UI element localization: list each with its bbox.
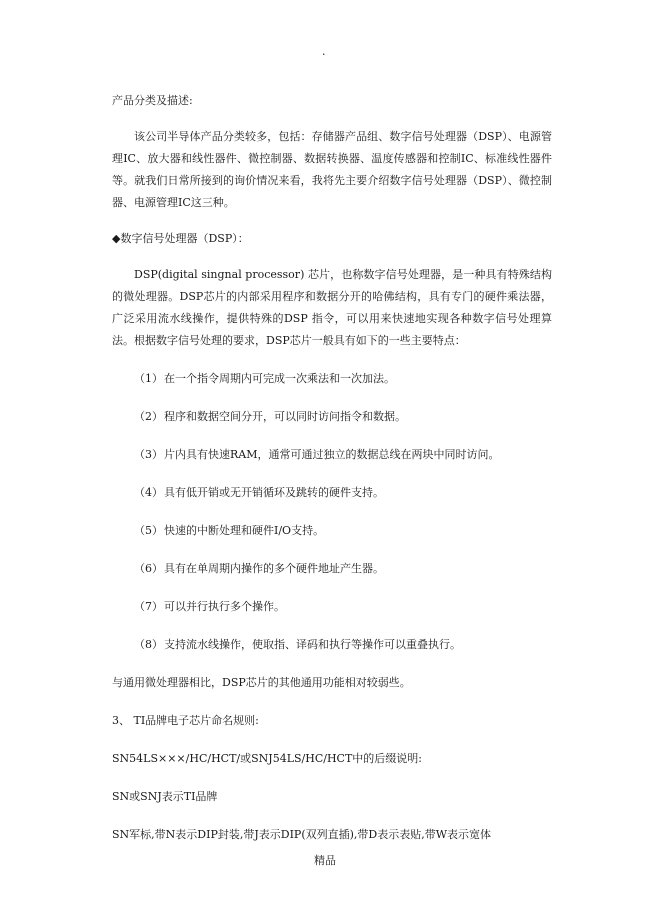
ti-suffix-description: SN54LS×××/HC/HCT/或SNJ54LS/HC/HCT中的后缀说明: — [112, 752, 423, 765]
document-body — [112, 90, 552, 846]
list-item — [112, 444, 552, 466]
list-item-number: （7） — [134, 600, 163, 613]
list-item-number: （6） — [134, 562, 163, 575]
ti-package-description: SN军标,带N表示DIP封装,带J表示DIP(双列直插),带D表示表贴,带W表示宽体 — [112, 828, 492, 841]
list-item-text: 可以并行执行多个操作。 — [164, 600, 285, 613]
page-top-mark: . — [322, 45, 326, 58]
list-item-text: 具有低开销或无开销循环及跳转的硬件支持。 — [164, 486, 384, 499]
list-item — [112, 520, 552, 542]
dsp-paragraph: DSP(digital singnal processor) 芯片，也称数字信号处理器，是一种具有特殊结构的微处理器。DSP芯片的内部采用程序和数据分开的哈佛结构，具有专门的硬件乘法器，广泛采用流水线操作，提供特殊的DSP 指令，可以用来快速地实现各种数字信号处理算法。根据数字信号处理的要求，DSP芯片一般具有如下的一些主要特点： — [112, 268, 552, 347]
list-item-text: 支持流水线操作，使取指、译码和执行等操作可以重叠执行。 — [164, 638, 461, 651]
list-item — [112, 368, 552, 390]
dsp-heading: ◆数字信号处理器（DSP）： — [112, 232, 249, 245]
list-item-number: （8） — [134, 638, 163, 651]
intro-paragraph: 该公司半导体产品分类较多，包括：存储器产品组、数字信号处理器（DSP）、电源管理IC、放大器和线性器件、微控制器、数据转换器、温度传感器和控制IC、标准线性器件等。就我们日常所接到的询价情况来看，我将先主要介绍数字信号处理器（DSP）、微控制器、电源管理IC这三种。 — [112, 130, 552, 209]
list-item — [112, 558, 552, 580]
list-item — [112, 482, 552, 504]
list-item — [112, 596, 552, 618]
comparison-text: 与通用微处理器相比，DSP芯片的其他通用功能相对较弱些。 — [112, 676, 411, 689]
list-item-text: 在一个指令周期内可完成一次乘法和一次加法。 — [164, 372, 395, 385]
list-item-text: 具有在单周期内操作的多个硬件地址产生器。 — [164, 562, 384, 575]
list-item-number: （5） — [134, 524, 163, 537]
section-title: 产品分类及描述: — [112, 94, 193, 107]
list-item-text: 快速的中断处理和硬件I/O支持。 — [164, 524, 325, 537]
list-item — [112, 634, 552, 656]
list-item-text: 程序和数据空间分开，可以同时访问指令和数据。 — [164, 410, 406, 423]
list-item — [112, 406, 552, 428]
page-footer: 精品 — [314, 854, 336, 867]
list-item-number: （4） — [134, 486, 163, 499]
list-item-number: （1） — [134, 372, 163, 385]
list-item-number: （2） — [134, 410, 163, 423]
ti-brand-description: SN或SNJ表示TI品牌 — [112, 790, 218, 803]
ti-heading: 3、 TI品牌电子芯片命名规则: — [112, 714, 259, 727]
feature-list — [112, 368, 552, 656]
list-item-number: （3） — [134, 448, 163, 461]
list-item-text: 片内具有快速RAM，通常可通过独立的数据总线在两块中同时访问。 — [164, 448, 500, 461]
